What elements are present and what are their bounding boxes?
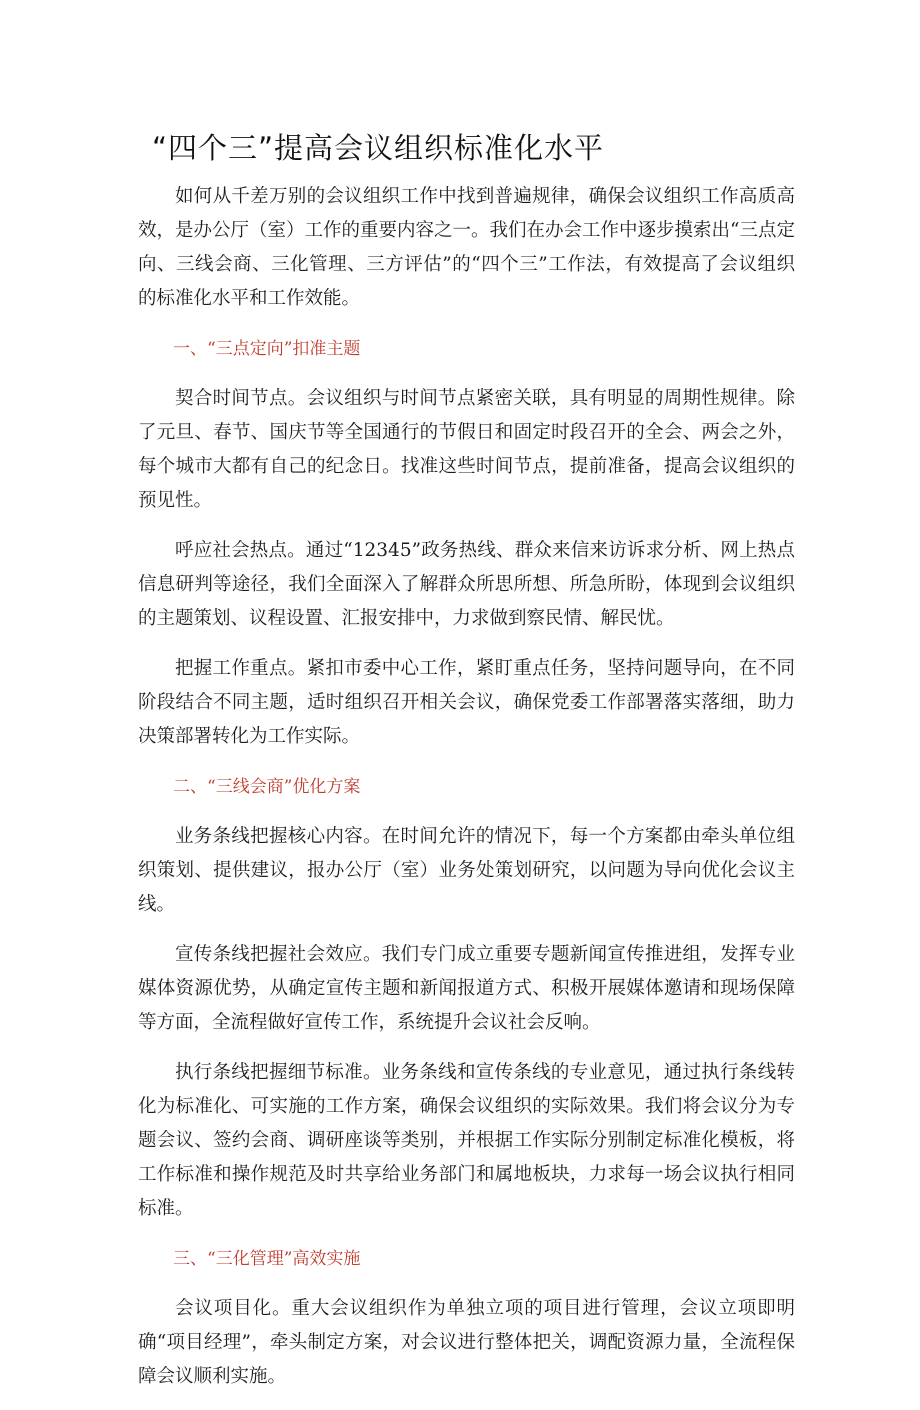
- section-2-paragraph-3: 执行条线把握细节标准。业务条线和宣传条线的专业意见，通过执行条线转化为标准化、可实施的工作方案，确保会议组织的实际效果。我们将会议分为专题会议、签约会商、调研座谈等类别，并根据工作实际分别制定标准化模板，将工作标准和操作规范及时共享给业务部门和属地板块，力求每一场会议执行相同标准。: [138, 1062, 795, 1219]
- intro-paragraph: 如何从千差万别的会议组织工作中找到普遍规律，确保会议组织工作高质高效，是办公厅（室）工作的重要内容之一。我们在办会工作中逐步摸索出“三点定向、三线会商、三化管理、三方评估”的“四个三”工作法，有效提高了会议组织的标准化水平和工作效能。: [138, 186, 795, 309]
- section-1-paragraph-1: 契合时间节点。会议组织与时间节点紧密关联，具有明显的周期性规律。除了元旦、春节、国庆节等全国通行的节假日和固定时段召开的全会、两会之外，每个城市大都有自己的纪念日。找准这些时间节点，提前准备，提高会议组织的预见性。: [138, 388, 795, 511]
- document-title: “四个三”提高会议组织标准化水平: [152, 131, 605, 165]
- section-3-paragraph-1: 会议项目化。重大会议组织作为单独立项的项目进行管理，会议立项即明确“项目经理”，牵头制定方案，对会议进行整体把关，调配资源力量，全流程保障会议顺利实施。: [138, 1298, 795, 1387]
- section-heading-2: 二、“三线会商”优化方案: [173, 777, 361, 797]
- section-2-paragraph-2: 宣传条线把握社会效应。我们专门成立重要专题新闻宣传推进组，发挥专业媒体资源优势，从确定宣传主题和新闻报道方式、积极开展媒体邀请和现场保障等方面，全流程做好宣传工作，系统提升会议社会反响。: [138, 944, 795, 1033]
- document-body: [138, 180, 795, 1410]
- section-2-paragraph-1: 业务条线把握核心内容。在时间允许的情况下，每一个方案都由牵头单位组织策划、提供建议，报办公厅（室）业务处策划研究，以问题为导向优化会议主线。: [138, 826, 795, 915]
- section-1-paragraph-3: 把握工作重点。紧扣市委中心工作，紧盯重点任务，坚持问题导向，在不同阶段结合不同主题，适时组织召开相关会议，确保党委工作部署落实落细，助力决策部署转化为工作实际。: [138, 658, 795, 747]
- section-heading-3: 三、“三化管理”高效实施: [173, 1249, 361, 1269]
- section-heading-1: 一、“三点定向”扣准主题: [173, 339, 361, 359]
- section-1-paragraph-2: 呼应社会热点。通过“12345”政务热线、群众来信来访诉求分析、网上热点信息研判等途径，我们全面深入了解群众所思所想、所急所盼，体现到会议组织的主题策划、议程设置、汇报安排中，力求做到察民情、解民忧。: [138, 540, 795, 629]
